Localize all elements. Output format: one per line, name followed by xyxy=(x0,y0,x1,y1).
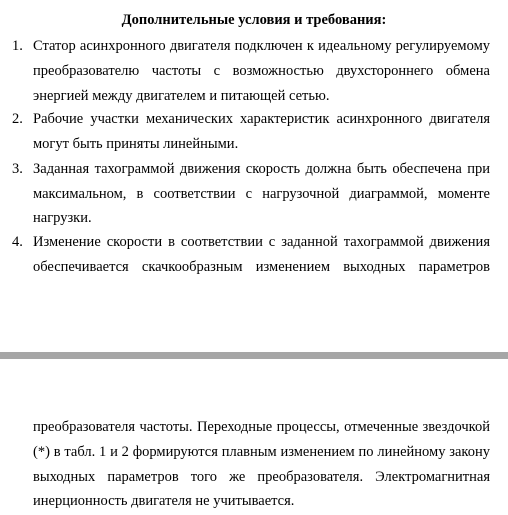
page-bottom xyxy=(0,359,508,515)
list-item-number: 2. xyxy=(12,111,23,127)
list-item-line: Рабочие участки механических характеристик асинхронного двигателя xyxy=(33,111,490,127)
list-item-number: 4. xyxy=(12,234,23,250)
list-item-line: энергией между двигателем и питающей сетью. xyxy=(33,88,330,104)
list-item-line: Изменение скорости в соответствии с заданной тахограммой движения xyxy=(33,234,490,250)
list-item-line: могут быть приняты линейными. xyxy=(33,136,239,152)
continuation-line: выходных параметров того же преобразователя. Электромагнитная xyxy=(33,469,490,485)
list-item-number: 3. xyxy=(12,161,23,177)
continuation-line: (*) в табл. 1 и 2 формируются плавным изменением по линейному закону xyxy=(33,444,490,460)
continuation-line: инерционность двигателя не учитывается. xyxy=(33,493,295,509)
list-item-line: преобразователю частоты с возможностью двухстороннего обмена xyxy=(33,63,490,79)
list-item-line: Статор асинхронного двигателя подключен к идеальному регулируемому xyxy=(33,38,490,54)
continuation-line: преобразователя частоты. Переходные процессы, отмеченные звездочкой xyxy=(33,419,490,435)
page-break-divider xyxy=(0,352,508,359)
list-item-line: Заданная тахограммой движения скорость должна быть обеспечена при xyxy=(33,161,490,177)
list-item-line: обеспечивается скачкообразным изменением выходных параметров xyxy=(33,259,490,275)
section-heading: Дополнительные условия и требования: xyxy=(121,12,387,28)
list-item-line: максимальном, в соответствии с нагрузочной диаграммой, моменте xyxy=(33,186,490,202)
list-item-number: 1. xyxy=(12,38,23,54)
list-item-line: нагрузки. xyxy=(33,210,92,226)
